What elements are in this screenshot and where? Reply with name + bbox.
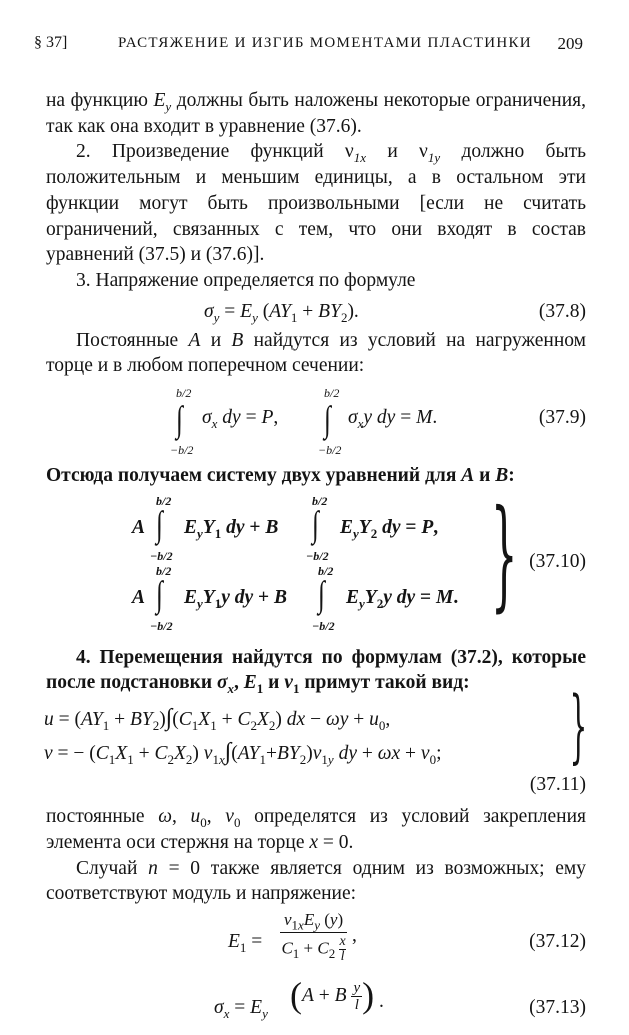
displacement-u: $u = (AY_1 + BY_2)\int(C_1X_1 + C_2X_2)$ dx − $\omega y + u_0$, [44, 705, 391, 734]
right-brace: } [490, 484, 518, 624]
page-number: 209 [557, 34, 583, 53]
equation-37-8 [46, 294, 586, 328]
equation-37-10 [46, 484, 586, 639]
page-body [46, 88, 586, 1035]
running-title: РАСТЯЖЕНИЕ И ИЗГИБ МОМЕНТАМИ ПЛАСТИНКИ [118, 35, 532, 51]
equation-number: (37.9) [538, 407, 586, 429]
integral-6: b/2 ∫ −b/2 [312, 563, 335, 633]
coef-A-1: A [132, 516, 146, 538]
integral-2-body: $\sigma_xy$ dy = M. [348, 407, 438, 431]
paragraph-3: 3. Напряжение определяется по формуле [76, 269, 416, 291]
equation-37-13 [46, 974, 586, 1035]
equation-lhs: $E_1$ = [228, 930, 263, 955]
paragraph-4: Постоянные A и B найдутся из условий на нагруженном торце и в любом поперечном сечении: [46, 329, 587, 377]
right-brace: } [569, 679, 588, 773]
paragraph-6: 4. Перемещения найдутся по формулам (37.2), которые после подстановки $\sigma_x$, $E_1$ и $\nu_1$ примут такой вид: [46, 646, 586, 697]
coef-A-2: A [132, 586, 146, 608]
equation-number: (37.8) [538, 300, 586, 322]
paragraph-7: постоянные ω, $u_0$, $v_0$ определятся из условий закрепления элемента оси стержня на торце x = 0. [46, 806, 586, 853]
line-1-end: $E_yY_2$ dy = P, [340, 516, 439, 541]
paragraph-5: Отсюда получаем систему двух уравнений для A и B: [46, 465, 515, 487]
equation-37-12 [46, 907, 586, 975]
equation-number: (37.13) [529, 996, 586, 1018]
line-2-end: $E_yY_2y$ dy = M. [346, 586, 459, 611]
line-1-mid: $E_yY_1$ dy + B [184, 516, 279, 541]
equation-37-11 [44, 679, 588, 802]
equation-number: (37.10) [529, 550, 586, 572]
section-ref: § 37] [34, 34, 68, 51]
integral-1: b/2 ∫ −b/2 [170, 386, 194, 458]
displacement-v: v = − $(C_1X_1 + C_2X_2)$ $\nu_{1x}\int(AY_1+BY_2)\nu_{1y}$ dy + $\omega x + v_0$; [44, 739, 442, 768]
integral-2: b/2 ∫ −b/2 [318, 386, 342, 458]
equation-body: $\sigma_y = E_y$ $(AY_1 + BY_2)$. [204, 300, 359, 325]
equation-37-9 [46, 379, 586, 459]
equation-body: (A + B $\frac{y}{l}$ ) . [290, 974, 384, 1015]
paragraph-2: 2. Произведение функций $\nu_{1x}$ и $\nu_{1y}$ должно быть положительным и меньшим единицы, а в остальном эти функции могут быть произвольными [если не считать ограничений, связанных с тем, что они входят в состав уравнений (37.5) и (37.6)]. [46, 141, 586, 266]
paragraph-8: Случай n = 0 также является одним из возможных; ему соответствуют модуль и напряжение: [46, 857, 586, 905]
equation-lhs: $\sigma_x = E_y$ [214, 996, 268, 1021]
integral-5: b/2 ∫ −b/2 [150, 563, 173, 633]
running-header [34, 34, 583, 56]
fraction: $\nu_{1x}E_y$ (y) $C_1 + C_2$ $\frac{x}{l}$ , [281, 909, 357, 964]
line-2-mid: $E_yY_1y$ dy + B [184, 586, 288, 611]
integral-3: b/2 ∫ −b/2 [150, 493, 173, 563]
integral-4: b/2 ∫ −b/2 [306, 493, 329, 563]
equation-number: (37.11) [529, 774, 586, 796]
integral-1-body: $\sigma_x$ dy = P, [202, 407, 279, 431]
paragraph-1: на функцию $E_y$ должны быть наложены некоторые ограничения, так как она входит в уравнение (37.6). [46, 90, 586, 137]
equation-number: (37.12) [529, 930, 586, 952]
